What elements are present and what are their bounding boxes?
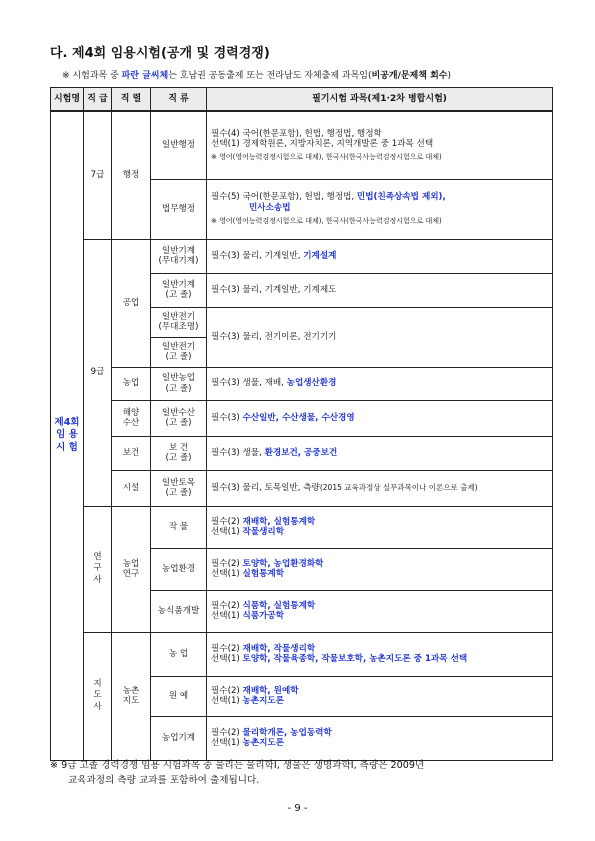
- grade-9: 9급: [84, 239, 112, 506]
- subjects-health: 필수(3) 생물, 환경보건, 공중보건: [207, 436, 553, 470]
- class-legal-admin: 법무행정: [151, 179, 207, 239]
- class-fish-hs: 일반수산 (고 졸): [151, 400, 207, 436]
- subjects-agri-machinery: 필수(2) 물리학개론, 농업동력학 선택(1) 농촌지도론: [207, 716, 553, 760]
- subjects-crops: 필수(2) 재배학, 실험통계학 선택(1) 작물생리학: [207, 506, 553, 548]
- subjects-farming: 필수(2) 재배학, 작물생리학 선택(1) 토양학, 작물육종학, 작물보호학, 농촌지도론 중 1과목 선택: [207, 632, 553, 676]
- series-agri-research: 농업 연구: [112, 506, 151, 632]
- subjects-agri-env: 필수(2) 토양학, 농업환경화학 선택(1) 실험통계학: [207, 548, 553, 590]
- table-row: [51, 470, 553, 506]
- series-fisheries: 해양 수산: [112, 400, 151, 436]
- page-title: 다. 제4회 임용시험(공개 및 경력경쟁): [50, 46, 270, 61]
- table-row: [51, 367, 553, 400]
- subject-color-note: ※ 시험과목 중 파란 글씨체는 호남권 공동출제 또는 전라남도 자체출제 과목임(비공개/문제책 회수): [62, 71, 451, 81]
- class-general-admin: 일반행정: [151, 111, 207, 179]
- header-series: 직 렬: [112, 88, 151, 112]
- series-rural-extension: 농촌 지도: [112, 632, 151, 760]
- subjects-general-admin: 필수(4) 국어(한문포함), 헌법, 행정법, 행정학 선택(1) 경제학원론, 지방자치론, 지역개발론 중 1과목 선택 ※ 영어(영어능력검정시험으로 대체), 한국사(한국사능력검정시험으로 대체): [207, 111, 553, 179]
- subjects-legal-admin: 필수(5) 국어(한문포함), 헌법, 행정법, 민법(친족상속법 제외), 민사소송법 ※ 영어(영어능력검정시험으로 대체), 한국사(한국사능력검정시험으로 대체): [207, 179, 553, 239]
- series-facility: 시설: [112, 470, 151, 506]
- series-health: 보건: [112, 436, 151, 470]
- series-agriculture: 농업: [112, 367, 151, 400]
- header-subjects: 필기시험 과목(제1·2차 병합시험): [207, 88, 553, 112]
- subjects-elec: 필수(3) 물리, 전기이론, 전기기기: [207, 307, 553, 367]
- table-row: [51, 239, 553, 273]
- table-header-row: [51, 88, 553, 112]
- table-row: [51, 400, 553, 436]
- header-exam-name: 시험명: [51, 88, 84, 112]
- class-mech-hs: 일반기계 (고 졸): [151, 273, 207, 307]
- grade-advisor: 지 도 사: [84, 632, 112, 760]
- footnote: ※ 9급 고졸 경력경쟁 임용 시험과목 중 물리는 물리학Ⅰ, 생물은 생명과학Ⅰ, 측량은 2009년 교육과정의 측량 교과를 포함하여 출제됩니다.: [50, 760, 425, 786]
- table-row: [51, 436, 553, 470]
- subjects-agri: 필수(3) 생물, 재배, 농업생산환경: [207, 367, 553, 400]
- class-health-hs: 보 건 (고 졸): [151, 436, 207, 470]
- exam-subjects-table: [50, 87, 553, 761]
- class-agri-machinery: 농업기계: [151, 716, 207, 760]
- subjects-fish: 필수(3) 수산일반, 수산생물, 수산경영: [207, 400, 553, 436]
- table-row: [51, 632, 553, 676]
- class-elec-stage: 일반전기 (무대조명): [151, 307, 207, 337]
- table-row: [51, 506, 553, 548]
- header-grade: 직 급: [84, 88, 112, 112]
- series-engineering: 공업: [112, 239, 151, 367]
- subjects-horticulture: 필수(2) 재배학, 원예학 선택(1) 농촌지도론: [207, 676, 553, 716]
- class-farming: 농 업: [151, 632, 207, 676]
- page-number: - 9 -: [287, 803, 308, 814]
- class-horticulture: 원 예: [151, 676, 207, 716]
- subjects-food-dev: 필수(2) 식품학, 실험통계학 선택(1) 식품가공학: [207, 590, 553, 632]
- subjects-mech-stage: 필수(3) 물리, 기계일반, 기계설계: [207, 239, 553, 273]
- subjects-mech-hs: 필수(3) 물리, 기계일반, 기계제도: [207, 273, 553, 307]
- table-row: [51, 111, 553, 179]
- class-crops: 작 물: [151, 506, 207, 548]
- class-agri-env: 농업환경: [151, 548, 207, 590]
- grade-researcher: 연 구 사: [84, 506, 112, 632]
- exam-name-cell: 제4회 임 용 시 험: [51, 111, 84, 760]
- header-class: 직 류: [151, 88, 207, 112]
- class-agri-hs: 일반농업 (고 졸): [151, 367, 207, 400]
- class-mech-stage: 일반기계 (무대기계): [151, 239, 207, 273]
- series-admin: 행정: [112, 111, 151, 239]
- grade-7: 7급: [84, 111, 112, 239]
- class-food-dev: 농식품개발: [151, 590, 207, 632]
- class-civil-hs: 일반토목 (고 졸): [151, 470, 207, 506]
- subjects-civil: 필수(3) 물리, 토목일반, 측량(2015 교육과정상 실무과목이나 이론으로 출제): [207, 470, 553, 506]
- class-elec-hs: 일반전기 (고 졸): [151, 337, 207, 367]
